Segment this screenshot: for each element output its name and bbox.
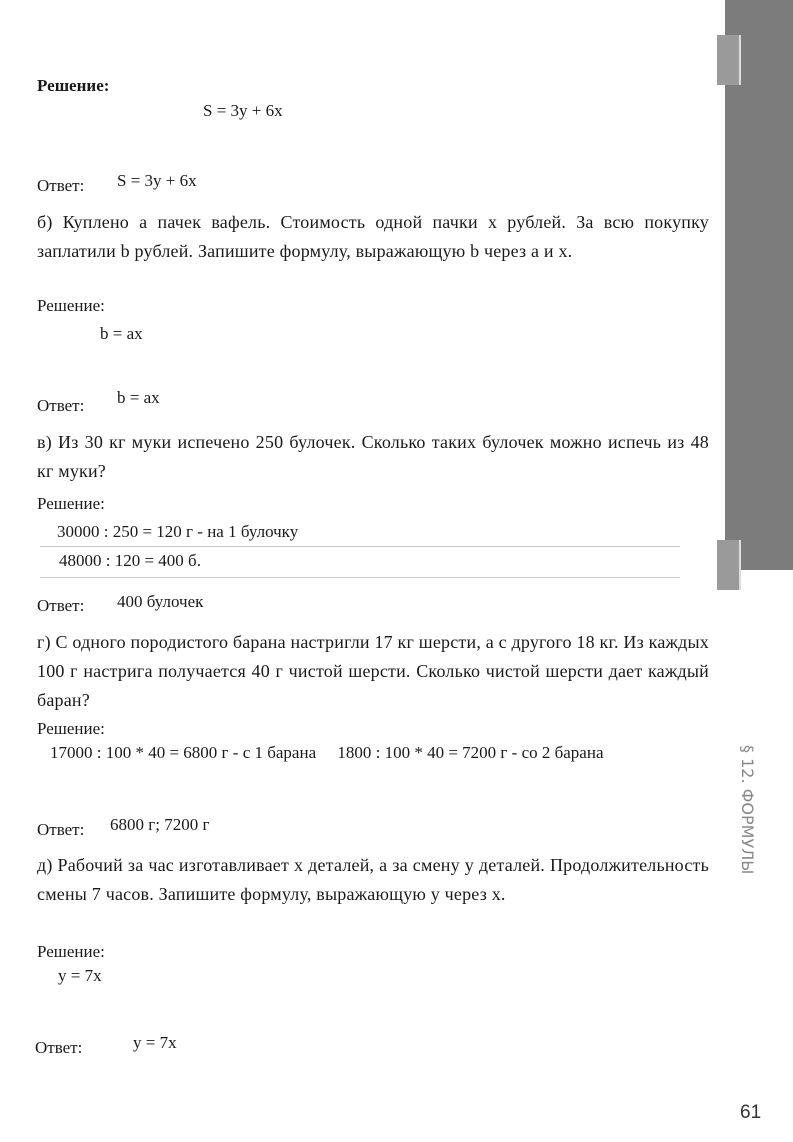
tab-notch: [717, 540, 741, 590]
section-title-vertical: § 12. ФОРМУЛЫ: [738, 745, 757, 875]
page-number: 61: [740, 1102, 762, 1123]
answer-label: Ответ:: [37, 596, 85, 615]
answer-v: 400 булочек: [117, 592, 204, 611]
solution-label: Решение:: [37, 494, 105, 513]
solution-label: Решение:: [37, 942, 105, 961]
solution-d: y = 7x: [58, 966, 102, 985]
answer-label: Ответ:: [37, 820, 85, 839]
solution-a: S = 3y + 6x: [203, 101, 283, 120]
solution-label: Решение:: [37, 76, 110, 95]
solution-b: b = ax: [100, 324, 143, 343]
answer-label: Ответ:: [35, 1038, 83, 1057]
answer-g: 6800 г; 7200 г: [110, 815, 210, 834]
solution-label: Решение:: [37, 296, 105, 315]
answer-label: Ответ:: [37, 176, 85, 195]
solution-v-line1: 30000 : 250 = 120 г - на 1 булочку: [57, 522, 299, 541]
answer-b: b = ax: [117, 388, 160, 407]
section-tab: [725, 0, 793, 570]
task-v: в) Из 30 кг муки испечено 250 булочек. Сколько таких булочек можно испечь из 48 кг муки?: [37, 432, 709, 481]
solution-label: Решение:: [37, 719, 105, 738]
solution-g: 17000 : 100 * 40 = 6800 г - с 1 барана 1800 : 100 * 40 = 7200 г - со 2 барана: [50, 743, 604, 762]
answer-d: y = 7x: [133, 1033, 177, 1052]
ruled-line: [40, 577, 680, 578]
ruled-line: [40, 546, 680, 547]
solution-v-line2: 48000 : 120 = 400 б.: [59, 551, 201, 570]
answer-a: S = 3y + 6x: [117, 171, 197, 190]
task-b: б) Куплено a пачек вафель. Стоимость одной пачки x рублей. За всю покупку заплатили b рублей. Запишите формулу, выражающую b через a и x.: [37, 212, 709, 261]
answer-label: Ответ:: [37, 396, 85, 415]
task-d: д) Рабочий за час изготавливает x деталей, а за смену y деталей. Продолжительность смены 7 часов. Запишите формулу, выражающую y через x.: [37, 855, 709, 904]
tab-notch: [717, 35, 741, 85]
task-g: г) С одного породистого барана настригли 17 кг шерсти, а с другого 18 кг. Из каждых 100 г настрига получается 40 г чистой шерсти. Сколько чистой шерсти дает каждый баран?: [37, 632, 709, 710]
